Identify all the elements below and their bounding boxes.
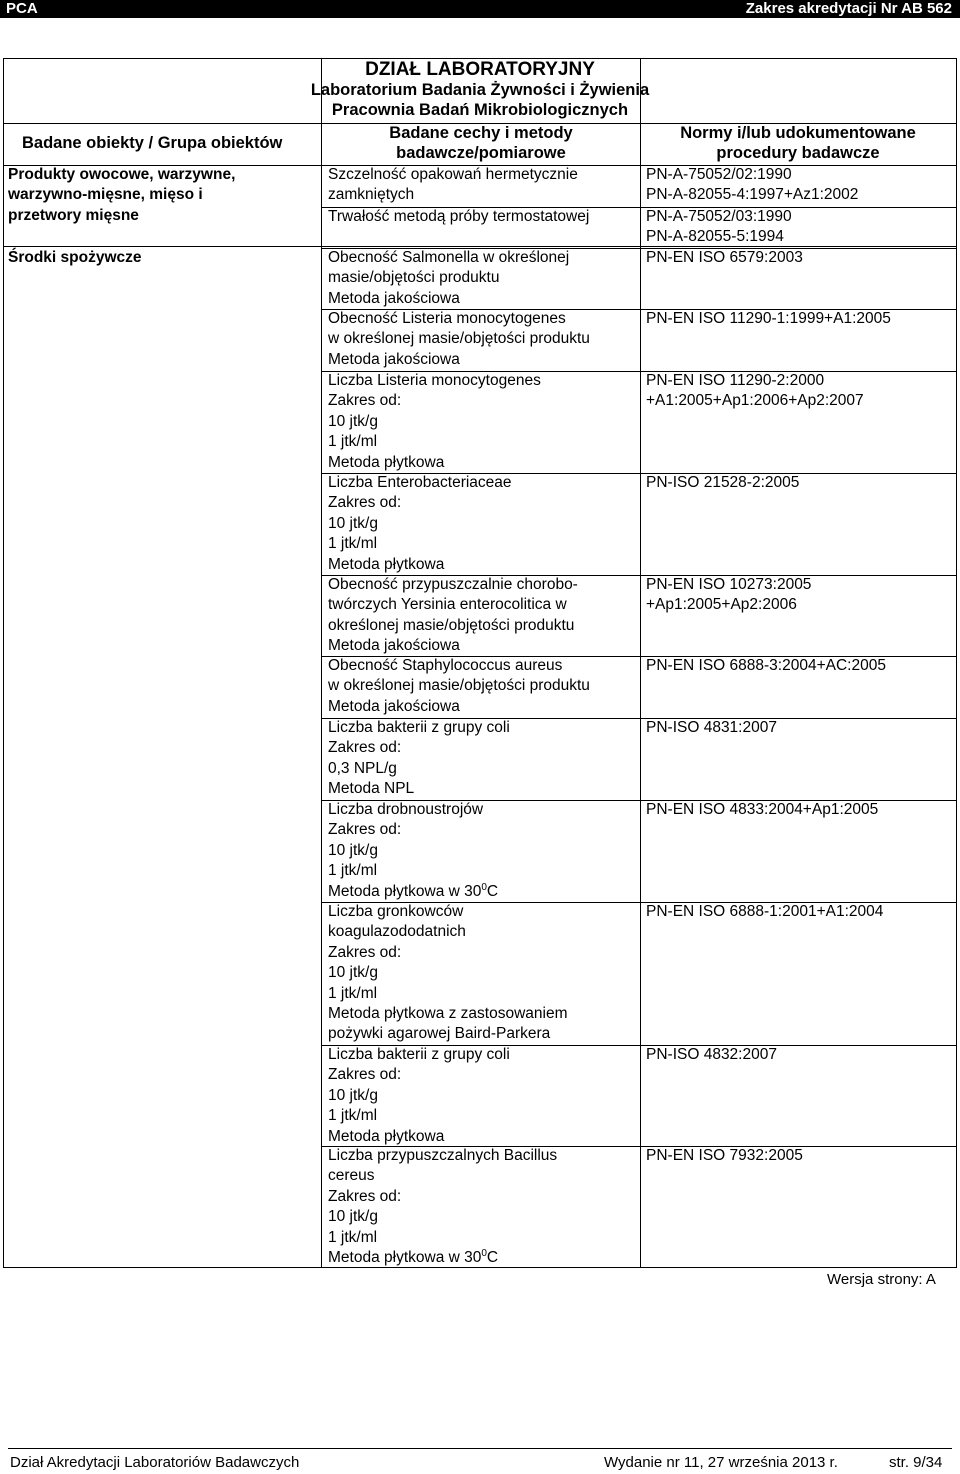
- feature-line: Zakres od:: [328, 943, 402, 961]
- temperature-method-label: Metoda płytkowa w 30: [328, 882, 482, 900]
- feature-cell: [328, 248, 569, 309]
- feature-line: 10 jtk/g: [328, 412, 378, 430]
- temperature-degree-sup: 0: [481, 1247, 487, 1259]
- feature-line: 1 jtk/ml: [328, 535, 378, 553]
- object-group-1-line: warzywno-mięsne, mięso i: [8, 186, 203, 204]
- feature-cell: [328, 165, 578, 206]
- norm-cell: [646, 473, 799, 493]
- feature-line: Obecność Listeria monocytogenes: [328, 310, 566, 327]
- column-divider: [640, 59, 641, 1267]
- norm-line: +Ap1:2005+Ap2:2006: [646, 596, 797, 614]
- column-header-features: [322, 123, 640, 164]
- feature-line: 1 jtk/ml: [328, 862, 378, 880]
- top-header-bar: [0, 0, 960, 18]
- feature-line: Liczba drobnoustrojów: [328, 801, 484, 818]
- feature-line: Metoda płytkowa: [328, 1127, 445, 1145]
- norm-line: PN-ISO 4831:2007: [646, 719, 777, 736]
- norm-line: PN-EN ISO 10273:2005: [646, 576, 812, 593]
- norm-cell: [646, 575, 811, 616]
- norm-cell: [646, 165, 858, 206]
- feature-cell: [328, 656, 590, 717]
- norm-cell: [646, 207, 792, 248]
- section-title: DZIAŁ LABORATORYJNY: [365, 59, 595, 80]
- norm-line: PN-A-82055-5:1994: [646, 228, 784, 246]
- norm-cell: [646, 1146, 803, 1166]
- feature-cell: [328, 1146, 557, 1268]
- feature-line: Zakres od:: [328, 494, 402, 512]
- unit-name: Pracownia Badań Mikrobiologicznych: [331, 101, 629, 119]
- norm-line: PN-EN ISO 6888-1:2001+A1:2004: [646, 903, 884, 920]
- footer-divider: [8, 1448, 952, 1449]
- norm-line: PN-EN ISO 6579:2003: [646, 249, 803, 266]
- feature-line: Liczba bakterii z grupy coli: [328, 719, 510, 736]
- norm-line: PN-EN ISO 11290-1:1999+A1:2005: [646, 310, 891, 327]
- feature-line: 1 jtk/ml: [328, 1228, 378, 1246]
- feature-line: Liczba gronkowców: [328, 903, 464, 920]
- feature-cell: [328, 473, 512, 575]
- feature-line: pożywki agarowej Baird-Parkera: [328, 1025, 551, 1043]
- feature-line: Metoda NPL: [328, 780, 415, 798]
- object-group-1: [8, 165, 235, 226]
- row-divider: [4, 246, 956, 247]
- norm-cell: [646, 800, 878, 820]
- feature-line: cereus: [328, 1167, 375, 1185]
- lab-name: Laboratorium Badania Żywności i Żywienia: [310, 81, 650, 99]
- feature-line: Liczba Listeria monocytogenes: [328, 372, 541, 389]
- norm-line: PN-EN ISO 4833:2004+Ap1:2005: [646, 801, 879, 818]
- column-header-objects: Badane obiekty / Grupa obiektów: [22, 134, 283, 152]
- feature-line: 0,3 NPL/g: [328, 759, 397, 777]
- norm-cell: [646, 309, 891, 329]
- temperature-unit: C: [486, 882, 499, 900]
- feature-cell: [328, 902, 568, 1045]
- feature-line: 1 jtk/ml: [328, 433, 378, 451]
- header-left-label: PCA: [6, 0, 38, 17]
- feature-line: Zakres od:: [328, 739, 402, 757]
- feature-line: Metoda płytkowa z zastosowaniem: [328, 1005, 568, 1023]
- feature-line: Liczba bakterii z grupy coli: [328, 1046, 510, 1063]
- feature-line: Obecność przypuszczalnie chorobo-: [328, 576, 578, 593]
- footer-edition: Wydanie nr 11, 27 września 2013 r.: [604, 1454, 838, 1471]
- norm-line: PN-A-82055-4:1997+Az1:2002: [646, 186, 859, 204]
- feature-cell: [328, 309, 590, 370]
- temperature-method-label: Metoda płytkowa w 30: [328, 1249, 482, 1267]
- norm-line: PN-EN ISO 6888-3:2004+AC:2005: [646, 657, 886, 674]
- temperature-unit: C: [486, 1249, 499, 1267]
- column-header-features-line1: Badane cechy i metody: [389, 124, 573, 142]
- column-header-norms: [640, 123, 956, 164]
- feature-line: Zakres od:: [328, 1187, 402, 1205]
- feature-line-temperature: [328, 882, 498, 902]
- feature-cell: [328, 575, 578, 657]
- object-group-1-line: Produkty owocowe, warzywne,: [8, 166, 236, 183]
- norm-cell: [646, 371, 864, 412]
- feature-cell: [328, 207, 589, 227]
- norm-cell: [646, 248, 803, 268]
- feature-line: 10 jtk/g: [328, 964, 378, 982]
- feature-cell: [328, 1045, 510, 1147]
- feature-line: określonej masie/objętości produktu: [328, 616, 575, 634]
- feature-line: Obecność Salmonella w określonej: [328, 249, 570, 266]
- header-right-label: Zakres akredytacji Nr AB 562: [745, 0, 952, 17]
- feature-line: Metoda płytkowa: [328, 453, 445, 471]
- norm-line: PN-ISO 4832:2007: [646, 1046, 777, 1063]
- feature-line: Trwałość metodą próby termostatowej: [328, 208, 590, 225]
- feature-line: Liczba przypuszczalnych Bacillus: [328, 1147, 558, 1164]
- feature-line: Metoda jakościowa: [328, 637, 460, 655]
- norm-line: PN-EN ISO 11290-2:2000: [646, 372, 825, 389]
- norm-cell: [646, 656, 886, 676]
- norm-line: PN-A-75052/02:1990: [646, 166, 792, 183]
- feature-line: Metoda jakościowa: [328, 350, 460, 368]
- feature-line: Metoda jakościowa: [328, 289, 460, 307]
- column-divider: [321, 59, 322, 1267]
- footer-left: Dział Akredytacji Laboratoriów Badawczych: [10, 1454, 300, 1471]
- feature-line: Zakres od:: [328, 821, 402, 839]
- feature-cell: [328, 371, 541, 473]
- feature-line: masie/objętości produktu: [328, 269, 500, 287]
- feature-line: Metoda płytkowa: [328, 555, 445, 573]
- feature-line: 1 jtk/ml: [328, 984, 378, 1002]
- norm-line: PN-ISO 21528-2:2005: [646, 474, 800, 491]
- feature-line-temperature: [328, 1248, 557, 1268]
- column-header-norms-line2: procedury badawcze: [716, 144, 880, 163]
- feature-line: w określonej masie/objętości produktu: [328, 330, 590, 348]
- feature-line: 10 jtk/g: [328, 514, 378, 532]
- feature-cell: [328, 800, 498, 902]
- norm-line: +A1:2005+Ap1:2006+Ap2:2007: [646, 392, 864, 410]
- page-version: Wersja strony: A: [827, 1271, 936, 1288]
- feature-line: Zakres od:: [328, 1066, 402, 1084]
- object-group-1-line: przetwory mięsne: [8, 206, 139, 224]
- feature-line: Metoda jakościowa: [328, 697, 460, 715]
- footer-page-number: str. 9/34: [889, 1454, 943, 1471]
- object-group-2: Środki spożywcze: [8, 249, 142, 266]
- feature-line: Zakres od:: [328, 392, 402, 410]
- feature-line: 10 jtk/g: [328, 841, 378, 859]
- feature-line: 10 jtk/g: [328, 1208, 378, 1226]
- feature-line: koagulazododatnich: [328, 923, 466, 941]
- feature-line: 10 jtk/g: [328, 1086, 378, 1104]
- norm-line: PN-A-75052/03:1990: [646, 208, 792, 225]
- feature-line: w określonej masie/objętości produktu: [328, 677, 590, 695]
- feature-line: zamkniętych: [328, 186, 415, 204]
- norm-line: PN-EN ISO 7932:2005: [646, 1147, 803, 1164]
- feature-line: 1 jtk/ml: [328, 1107, 378, 1125]
- feature-line: twórczych Yersinia enterocolitica w: [328, 596, 567, 614]
- feature-line: Liczba Enterobacteriaceae: [328, 474, 512, 491]
- feature-cell: [328, 718, 510, 800]
- feature-line: Obecność Staphylococcus aureus: [328, 657, 563, 674]
- norm-cell: [646, 718, 777, 738]
- norm-cell: [646, 902, 883, 922]
- norm-cell: [646, 1045, 777, 1065]
- temperature-degree-sup: 0: [481, 881, 487, 893]
- feature-line: Szczelność opakowań hermetycznie: [328, 166, 578, 183]
- column-header-norms-line1: Normy i/lub udokumentowane: [680, 124, 916, 142]
- column-header-features-line2: badawcze/pomiarowe: [396, 144, 566, 163]
